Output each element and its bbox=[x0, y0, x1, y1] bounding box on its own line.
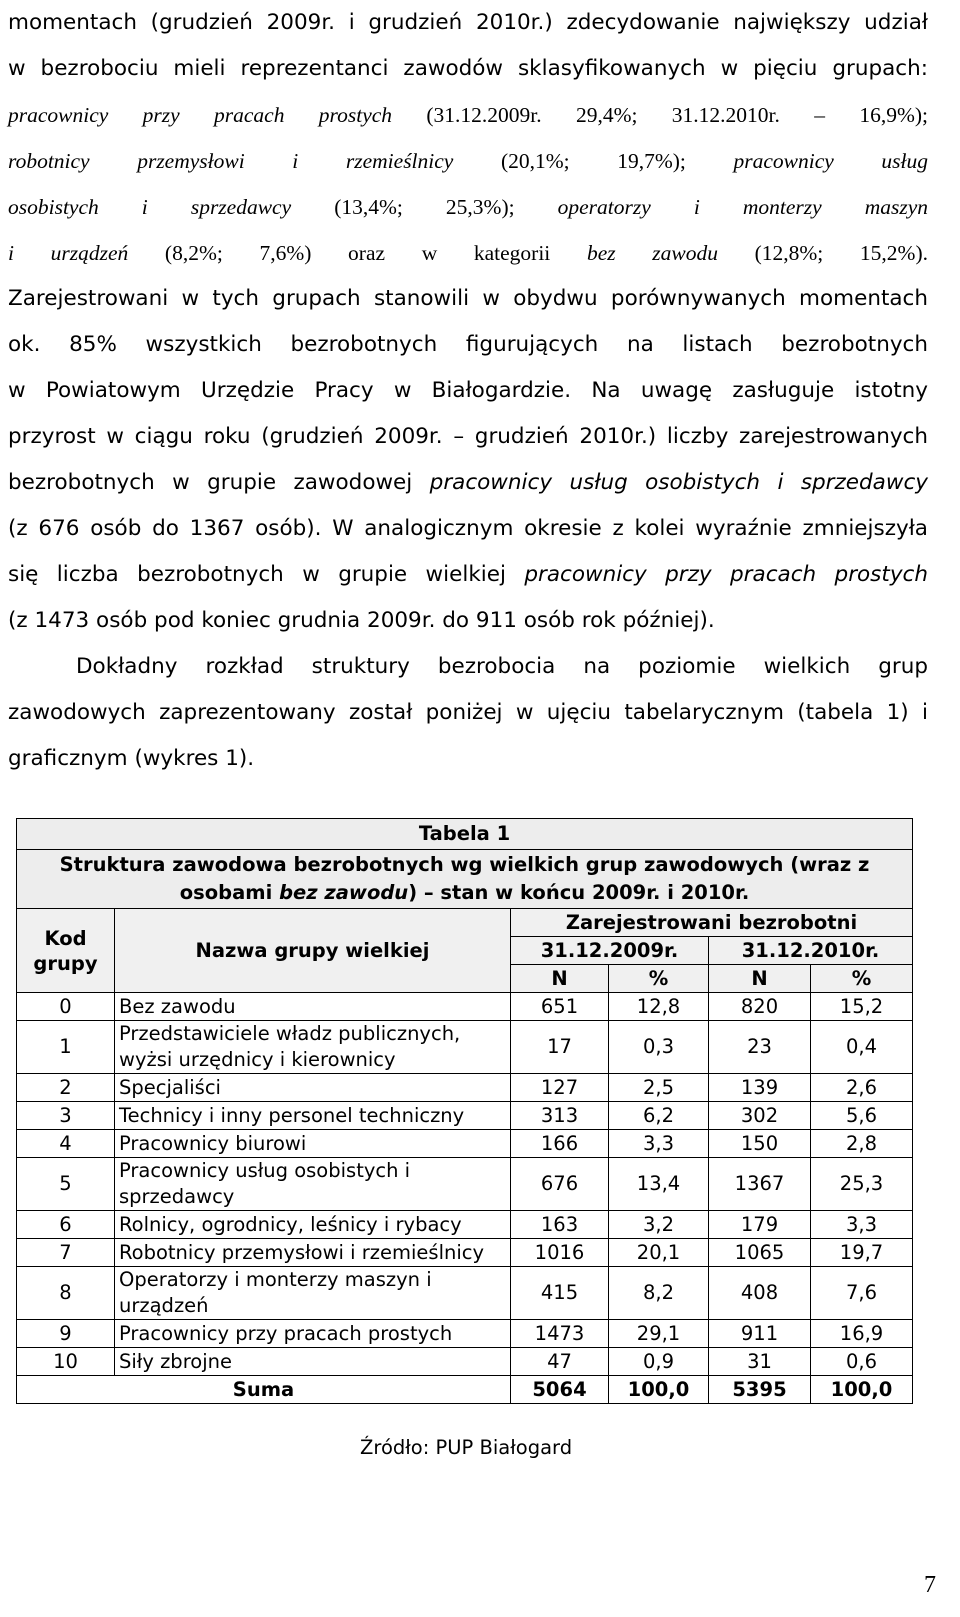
cell-n2010: 31 bbox=[709, 1348, 811, 1376]
cell-n2009: 127 bbox=[511, 1074, 609, 1102]
text-line: w bezrobociu mieli reprezentanci zawodów sklasyfikowanych w pięciu grupach: bbox=[8, 56, 928, 81]
cell-n2010: 139 bbox=[709, 1074, 811, 1102]
text-fragment: – 16,9%); bbox=[814, 103, 928, 127]
cell-n2010: 1065 bbox=[709, 1239, 811, 1267]
cell-name: Pracownicy biurowi bbox=[115, 1130, 511, 1158]
table-row bbox=[17, 1267, 913, 1320]
cell-name: Pracownicy przy pracach prostych bbox=[115, 1320, 511, 1348]
table-row bbox=[17, 1348, 913, 1376]
header-registered: Zarejestrowani bezrobotni bbox=[511, 909, 913, 937]
cell-p2010: 3,3 bbox=[811, 1211, 913, 1239]
cell-p2009: 3,3 bbox=[609, 1130, 709, 1158]
table-1 bbox=[16, 818, 912, 1404]
text-line bbox=[8, 138, 928, 184]
cell-n2009: 1473 bbox=[511, 1320, 609, 1348]
title-text: ) – stan w końcu 2009r. i 2010r. bbox=[408, 881, 750, 904]
text-fragment: (12,8%; 15,2%). bbox=[717, 241, 928, 265]
cell-n2010: 150 bbox=[709, 1130, 811, 1158]
cell-n2009: 651 bbox=[511, 993, 609, 1021]
cell-p2009: 0,9 bbox=[609, 1348, 709, 1376]
caption-text: Tabela 1 bbox=[418, 822, 511, 845]
sum-n-2010: 5395 bbox=[709, 1376, 811, 1404]
cell-p2009: 0,3 bbox=[609, 1021, 709, 1074]
cell-p2010: 2,6 bbox=[811, 1074, 913, 1102]
cell-p2010: 16,9 bbox=[811, 1320, 913, 1348]
text-line: zawodowych zaprezentowany został poniżej w ujęciu tabelarycznym (tabela 1) i bbox=[8, 700, 928, 725]
cell-n2009: 313 bbox=[511, 1102, 609, 1130]
cell-p2010: 25,3 bbox=[811, 1158, 913, 1211]
text-line bbox=[8, 184, 928, 230]
header-pct-2009: % bbox=[609, 965, 709, 993]
text-line: Dokładny rozkład struktury bezrobocia na poziomie wielkich grup bbox=[76, 654, 928, 679]
cell-name: Przedstawiciele władz publicznych, wyżsi urzędnicy i kierownicy bbox=[115, 1021, 511, 1074]
table-row bbox=[17, 1130, 913, 1158]
cell-code: 7 bbox=[17, 1239, 115, 1267]
italic-phrase: osobistych i sprzedawcy bbox=[8, 195, 292, 219]
text-line: Zarejestrowani w tych grupach stanowili w obydwu porównywanych momentach bbox=[8, 286, 928, 311]
italic-phrase: pracownicy usług bbox=[733, 149, 928, 173]
cell-name: Robotnicy przemysłowi i rzemieślnicy bbox=[115, 1239, 511, 1267]
text-line bbox=[8, 230, 928, 276]
table-row bbox=[17, 1158, 913, 1211]
title-text: Struktura zawodowa bezrobotnych wg wielkich grup zawodowych (wraz z osobami bbox=[59, 853, 870, 904]
table-row bbox=[17, 1074, 913, 1102]
text-fragment: bezrobotnych w grupie zawodowej bbox=[8, 470, 430, 495]
cell-n2009: 163 bbox=[511, 1211, 609, 1239]
header-date-2009: 31.12.2009r. bbox=[511, 937, 709, 965]
document-body bbox=[8, 0, 928, 782]
text-line: graficznym (wykres 1). bbox=[8, 746, 255, 771]
cell-n2010: 302 bbox=[709, 1102, 811, 1130]
cell-code: 5 bbox=[17, 1158, 115, 1211]
cell-n2010: 179 bbox=[709, 1211, 811, 1239]
cell-p2010: 2,8 bbox=[811, 1130, 913, 1158]
text-line bbox=[8, 552, 928, 598]
cell-p2009: 3,2 bbox=[609, 1211, 709, 1239]
text-line: w Powiatowym Urzędzie Pracy w Białogardzie. Na uwagę zasługuje istotny bbox=[8, 378, 928, 403]
structure-table bbox=[16, 818, 913, 1404]
cell-name: Bez zawodu bbox=[115, 993, 511, 1021]
cell-code: 3 bbox=[17, 1102, 115, 1130]
cell-p2010: 5,6 bbox=[811, 1102, 913, 1130]
cell-code: 1 bbox=[17, 1021, 115, 1074]
text-fragment: się liczba bezrobotnych w grupie wielkiej bbox=[8, 562, 525, 587]
cell-n2009: 47 bbox=[511, 1348, 609, 1376]
cell-n2009: 1016 bbox=[511, 1239, 609, 1267]
cell-n2010: 911 bbox=[709, 1320, 811, 1348]
cell-p2010: 0,4 bbox=[811, 1021, 913, 1074]
table-row bbox=[17, 993, 913, 1021]
cell-code: 8 bbox=[17, 1267, 115, 1320]
italic-phrase: i urządzeń bbox=[8, 241, 129, 265]
text-line bbox=[8, 460, 928, 506]
paragraph-1 bbox=[8, 0, 928, 598]
cell-p2010: 19,7 bbox=[811, 1239, 913, 1267]
cell-p2010: 7,6 bbox=[811, 1267, 913, 1320]
cell-name: Operatorzy i monterzy maszyn i urządzeń bbox=[115, 1267, 511, 1320]
cell-code: 4 bbox=[17, 1130, 115, 1158]
table-row bbox=[17, 1211, 913, 1239]
italic-phrase: pracownicy usług osobistych i sprzedawcy bbox=[429, 470, 928, 495]
cell-n2010: 820 bbox=[709, 993, 811, 1021]
text-line: momentach (grudzień 2009r. i grudzień 2010r.) zdecydowanie największy udział bbox=[8, 10, 928, 35]
cell-p2010: 15,2 bbox=[811, 993, 913, 1021]
cell-name: Rolnicy, ogrodnicy, leśnicy i rybacy bbox=[115, 1211, 511, 1239]
cell-p2010: 0,6 bbox=[811, 1348, 913, 1376]
text-line bbox=[8, 92, 928, 138]
paragraph-2-last-line bbox=[8, 736, 928, 782]
cell-code: 6 bbox=[17, 1211, 115, 1239]
header-date-2010: 31.12.2010r. bbox=[709, 937, 913, 965]
paragraph-1-last-line bbox=[8, 598, 928, 644]
sum-label: Suma bbox=[17, 1376, 511, 1404]
cell-p2009: 20,1 bbox=[609, 1239, 709, 1267]
cell-n2010: 408 bbox=[709, 1267, 811, 1320]
text-fragment: (13,4%; 25,3%); bbox=[291, 195, 558, 219]
cell-n2009: 676 bbox=[511, 1158, 609, 1211]
cell-name: Pracownicy usług osobistych i sprzedawcy bbox=[115, 1158, 511, 1211]
sum-n-2009: 5064 bbox=[511, 1376, 609, 1404]
cell-n2009: 17 bbox=[511, 1021, 609, 1074]
table-body bbox=[17, 993, 913, 1376]
cell-n2010: 23 bbox=[709, 1021, 811, 1074]
cell-code: 2 bbox=[17, 1074, 115, 1102]
text-fragment: (31.12.2009r. 29,4%; 31.12.2010r. bbox=[392, 103, 815, 127]
table-title bbox=[17, 850, 913, 909]
italic-phrase: operatorzy i monterzy maszyn bbox=[557, 195, 929, 219]
text-fragment: (20,1%; 19,7%); bbox=[453, 149, 734, 173]
italic-phrase: bez zawodu bbox=[586, 241, 718, 265]
italic-phrase: pracownicy przy pracach prostych bbox=[8, 103, 393, 127]
table-row bbox=[17, 1021, 913, 1074]
cell-p2009: 29,1 bbox=[609, 1320, 709, 1348]
cell-code: 9 bbox=[17, 1320, 115, 1348]
cell-p2009: 2,5 bbox=[609, 1074, 709, 1102]
table-caption bbox=[17, 819, 913, 850]
table-row bbox=[17, 1102, 913, 1130]
cell-n2009: 166 bbox=[511, 1130, 609, 1158]
cell-p2009: 13,4 bbox=[609, 1158, 709, 1211]
cell-p2009: 6,2 bbox=[609, 1102, 709, 1130]
text-line: ok. 85% wszystkich bezrobotnych figurujących na listach bezrobotnych bbox=[8, 332, 928, 357]
cell-code: 0 bbox=[17, 993, 115, 1021]
cell-n2010: 1367 bbox=[709, 1158, 811, 1211]
cell-name: Specjaliści bbox=[115, 1074, 511, 1102]
text-line: (z 676 osób do 1367 osób). W analogicznym okresie z kolei wyraźnie zmniejszyła bbox=[8, 516, 928, 541]
italic-phrase: robotnicy przemysłowi i rzemieślnicy bbox=[8, 149, 454, 173]
cell-name: Siły zbrojne bbox=[115, 1348, 511, 1376]
cell-name: Technicy i inny personel techniczny bbox=[115, 1102, 511, 1130]
table-row bbox=[17, 1320, 913, 1348]
italic-phrase: pracownicy przy pracach prostych bbox=[524, 562, 928, 587]
page-number: 7 bbox=[924, 1572, 936, 1598]
sum-pct-2010: 100,0 bbox=[811, 1376, 913, 1404]
title-italic: bez zawodu bbox=[279, 881, 409, 904]
header-name: Nazwa grupy wielkiej bbox=[115, 909, 511, 993]
header-n-2010: N bbox=[709, 965, 811, 993]
table-row bbox=[17, 1239, 913, 1267]
header-pct-2010: % bbox=[811, 965, 913, 993]
sum-pct-2009: 100,0 bbox=[609, 1376, 709, 1404]
text-line: (z 1473 osób pod koniec grudnia 2009r. do 911 osób rok później). bbox=[8, 608, 715, 633]
text-fragment: (8,2%; 7,6%) oraz w kategorii bbox=[128, 241, 587, 265]
cell-code: 10 bbox=[17, 1348, 115, 1376]
header-n-2009: N bbox=[511, 965, 609, 993]
text-line: przyrost w ciągu roku (grudzień 2009r. – grudzień 2010r.) liczby zarejestrowanych bbox=[8, 424, 928, 449]
source-note: Źródło: PUP Białogard bbox=[360, 1436, 573, 1459]
cell-n2009: 415 bbox=[511, 1267, 609, 1320]
header-code: Kod grupy bbox=[17, 909, 115, 993]
paragraph-2 bbox=[8, 644, 928, 736]
cell-p2009: 8,2 bbox=[609, 1267, 709, 1320]
cell-p2009: 12,8 bbox=[609, 993, 709, 1021]
